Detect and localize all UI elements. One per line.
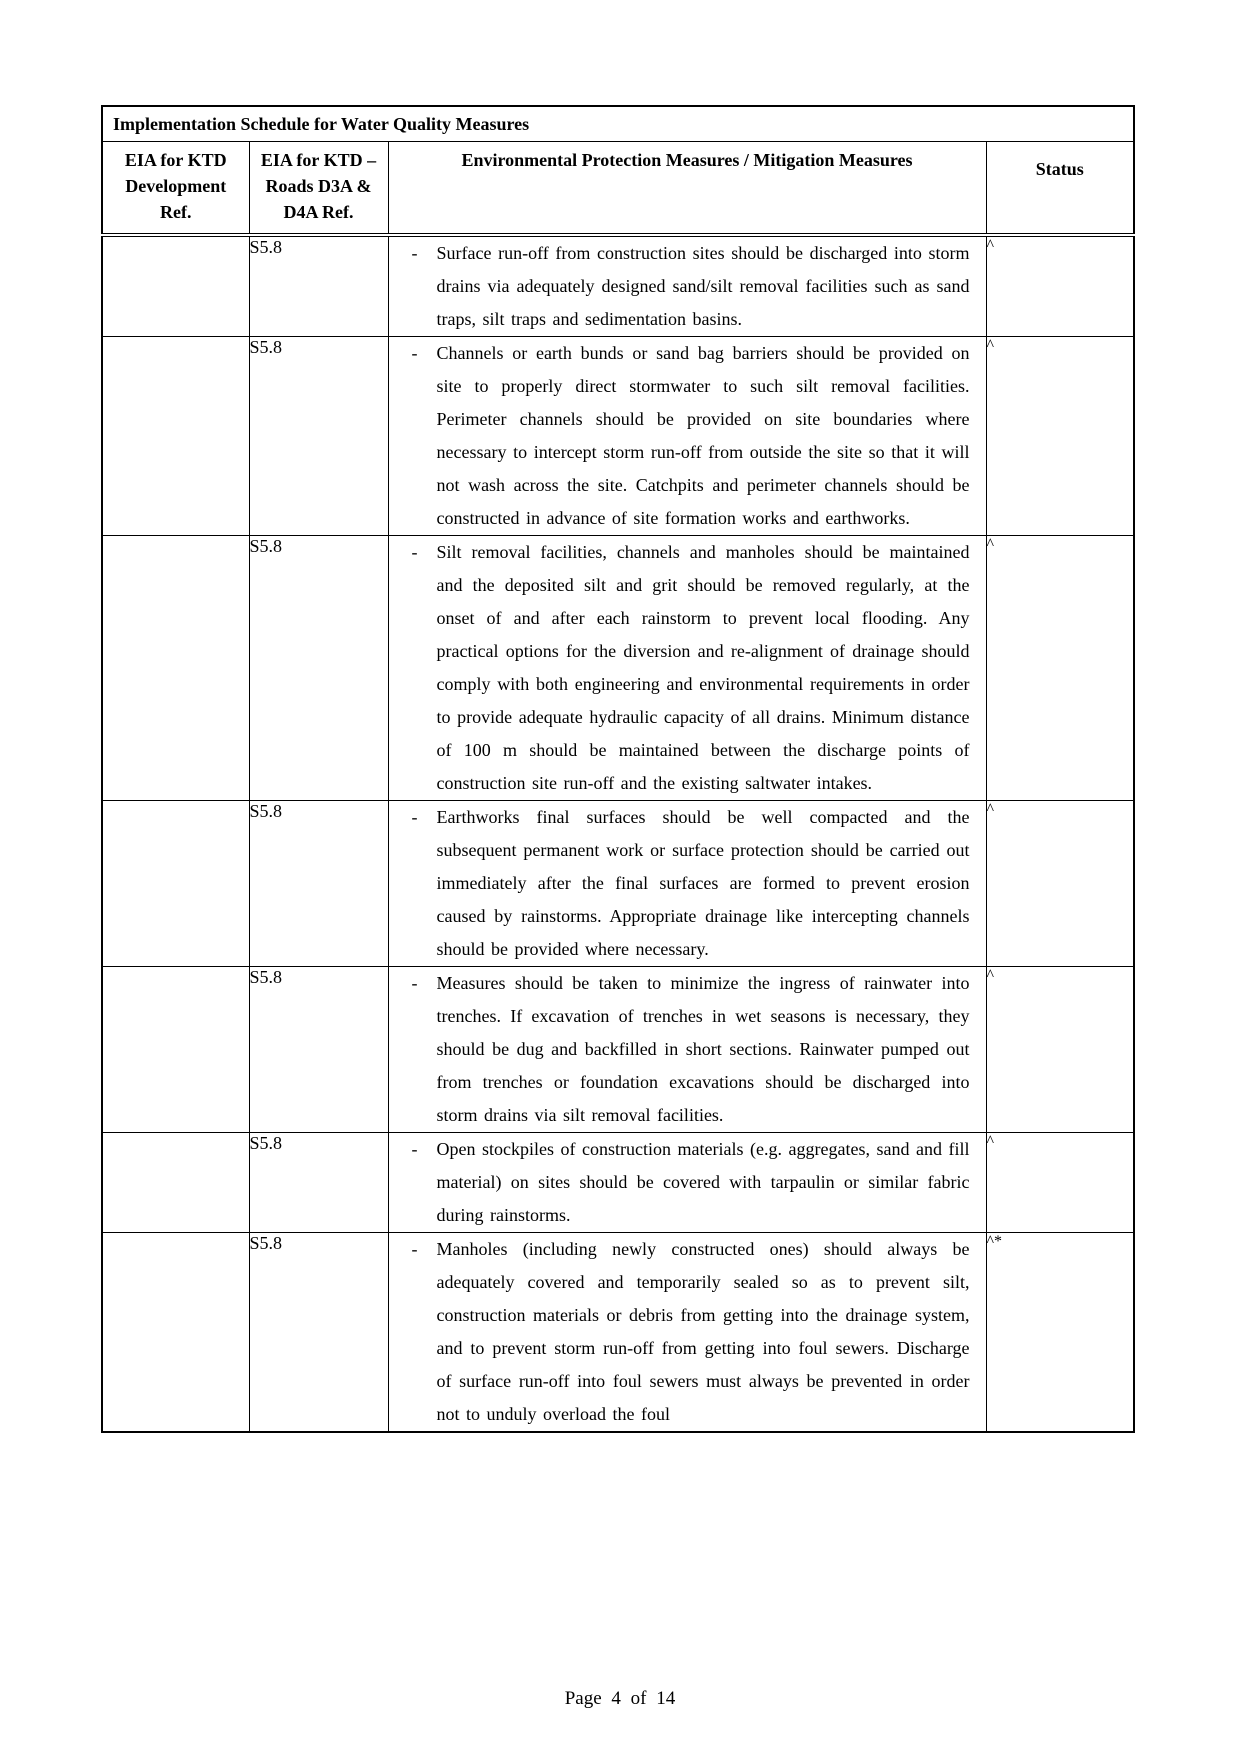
measure-text: Earthworks final surfaces should be well compacted and the subsequent permanent work or surface protection should be carried out immediately after the final surfaces are formed to prevent erosion caused by rainstorms. Appropriate drainage like intercepting channels should be provided where necessary.: [436, 807, 970, 959]
table-row: [102, 1233, 1134, 1433]
table-row: [102, 967, 1134, 1133]
cell-roads-ref: S5.8: [249, 801, 388, 967]
cell-status: ^: [986, 337, 1134, 536]
bullet-dash: -: [411, 1139, 418, 1159]
bullet-dash: -: [411, 542, 418, 562]
table-title: Implementation Schedule for Water Quality Measures: [102, 106, 1134, 142]
measure-text: Surface run-off from construction sites should be discharged into storm drains via adequately designed sand/silt removal facilities such as sand traps, silt traps and sedimentation basins.: [436, 243, 970, 329]
cell-roads-ref: S5.8: [249, 536, 388, 801]
cell-eia-ref: [102, 337, 249, 536]
cell-measure: [388, 536, 986, 801]
measure-text: Manholes (including newly constructed ones) should always be adequately covered and temporarily sealed so as to prevent silt, construction materials or debris from getting into the drainage system, and to prevent storm run-off from getting into foul sewers. Discharge of surface run-off into foul sewers must always be prevented in order not to unduly overload the foul: [436, 1239, 970, 1424]
bullet-dash: -: [411, 343, 418, 363]
cell-roads-ref: S5.8: [249, 235, 388, 337]
measure-text: Open stockpiles of construction materials (e.g. aggregates, sand and fill material) on sites should be covered with tarpaulin or similar fabric during rainstorms.: [436, 1139, 970, 1225]
cell-measure: [388, 337, 986, 536]
cell-roads-ref: S5.8: [249, 967, 388, 1133]
cell-measure: [388, 967, 986, 1133]
cell-eia-ref: [102, 1133, 249, 1233]
cell-measure: [388, 1133, 986, 1233]
table-row: [102, 536, 1134, 801]
bullet-dash: -: [411, 973, 418, 993]
cell-status: ^: [986, 235, 1134, 337]
table-row: [102, 801, 1134, 967]
measure-text: Silt removal facilities, channels and manholes should be maintained and the deposited silt and grit should be removed regularly, at the onset of and after each rainstorm to prevent local flooding. Any practical options for the diversion and re-alignment of drainage should comply with both engineering and environmental requirements in order to provide adequate hydraulic capacity of all drains. Minimum distance of 100 m should be maintained between the discharge points of construction site run-off and the existing saltwater intakes.: [436, 542, 970, 793]
cell-roads-ref: S5.8: [249, 1133, 388, 1233]
cell-measure: [388, 1233, 986, 1433]
column-header-measures: Environmental Protection Measures / Mitigation Measures: [388, 142, 986, 236]
cell-eia-ref: [102, 801, 249, 967]
cell-status: ^: [986, 801, 1134, 967]
table-row: [102, 337, 1134, 536]
cell-eia-ref: [102, 967, 249, 1133]
cell-roads-ref: S5.8: [249, 337, 388, 536]
table-header-row: [102, 142, 1134, 236]
cell-status: ^: [986, 536, 1134, 801]
implementation-schedule-table: [101, 105, 1135, 1433]
cell-status: ^: [986, 967, 1134, 1133]
bullet-dash: -: [411, 807, 418, 827]
measure-text: Measures should be taken to minimize the ingress of rainwater into trenches. If excavation of trenches in wet seasons is necessary, they should be dug and backfilled in short sections. Rainwater pumped out from trenches or foundation excavations should be discharged into storm drains via silt removal facilities.: [436, 973, 970, 1125]
measure-text: Channels or earth bunds or sand bag barriers should be provided on site to properly direct stormwater to such silt removal facilities. Perimeter channels should be provided on site boundaries where necessary to intercept storm run-off from outside the site so that it will not wash across the site. Catchpits and perimeter channels should be constructed in advance of site formation works and earthworks.: [436, 343, 970, 528]
table-row: [102, 1133, 1134, 1233]
bullet-dash: -: [411, 1239, 418, 1259]
column-header-eia-ktd-roads-ref: EIA for KTD – Roads D3A & D4A Ref.: [249, 142, 388, 236]
cell-eia-ref: [102, 235, 249, 337]
cell-status: ^: [986, 1133, 1134, 1233]
cell-eia-ref: [102, 1233, 249, 1433]
cell-measure: [388, 801, 986, 967]
column-header-eia-ktd-development-ref: EIA for KTD Development Ref.: [102, 142, 249, 236]
cell-roads-ref: S5.8: [249, 1233, 388, 1433]
table-row: [102, 235, 1134, 337]
cell-eia-ref: [102, 536, 249, 801]
cell-measure: [388, 235, 986, 337]
column-header-status: Status: [986, 142, 1134, 236]
bullet-dash: -: [411, 243, 418, 263]
cell-status: ^*: [986, 1233, 1134, 1433]
table-title-row: [102, 106, 1134, 142]
page-number-footer: Page 4 of 14: [564, 1688, 676, 1709]
